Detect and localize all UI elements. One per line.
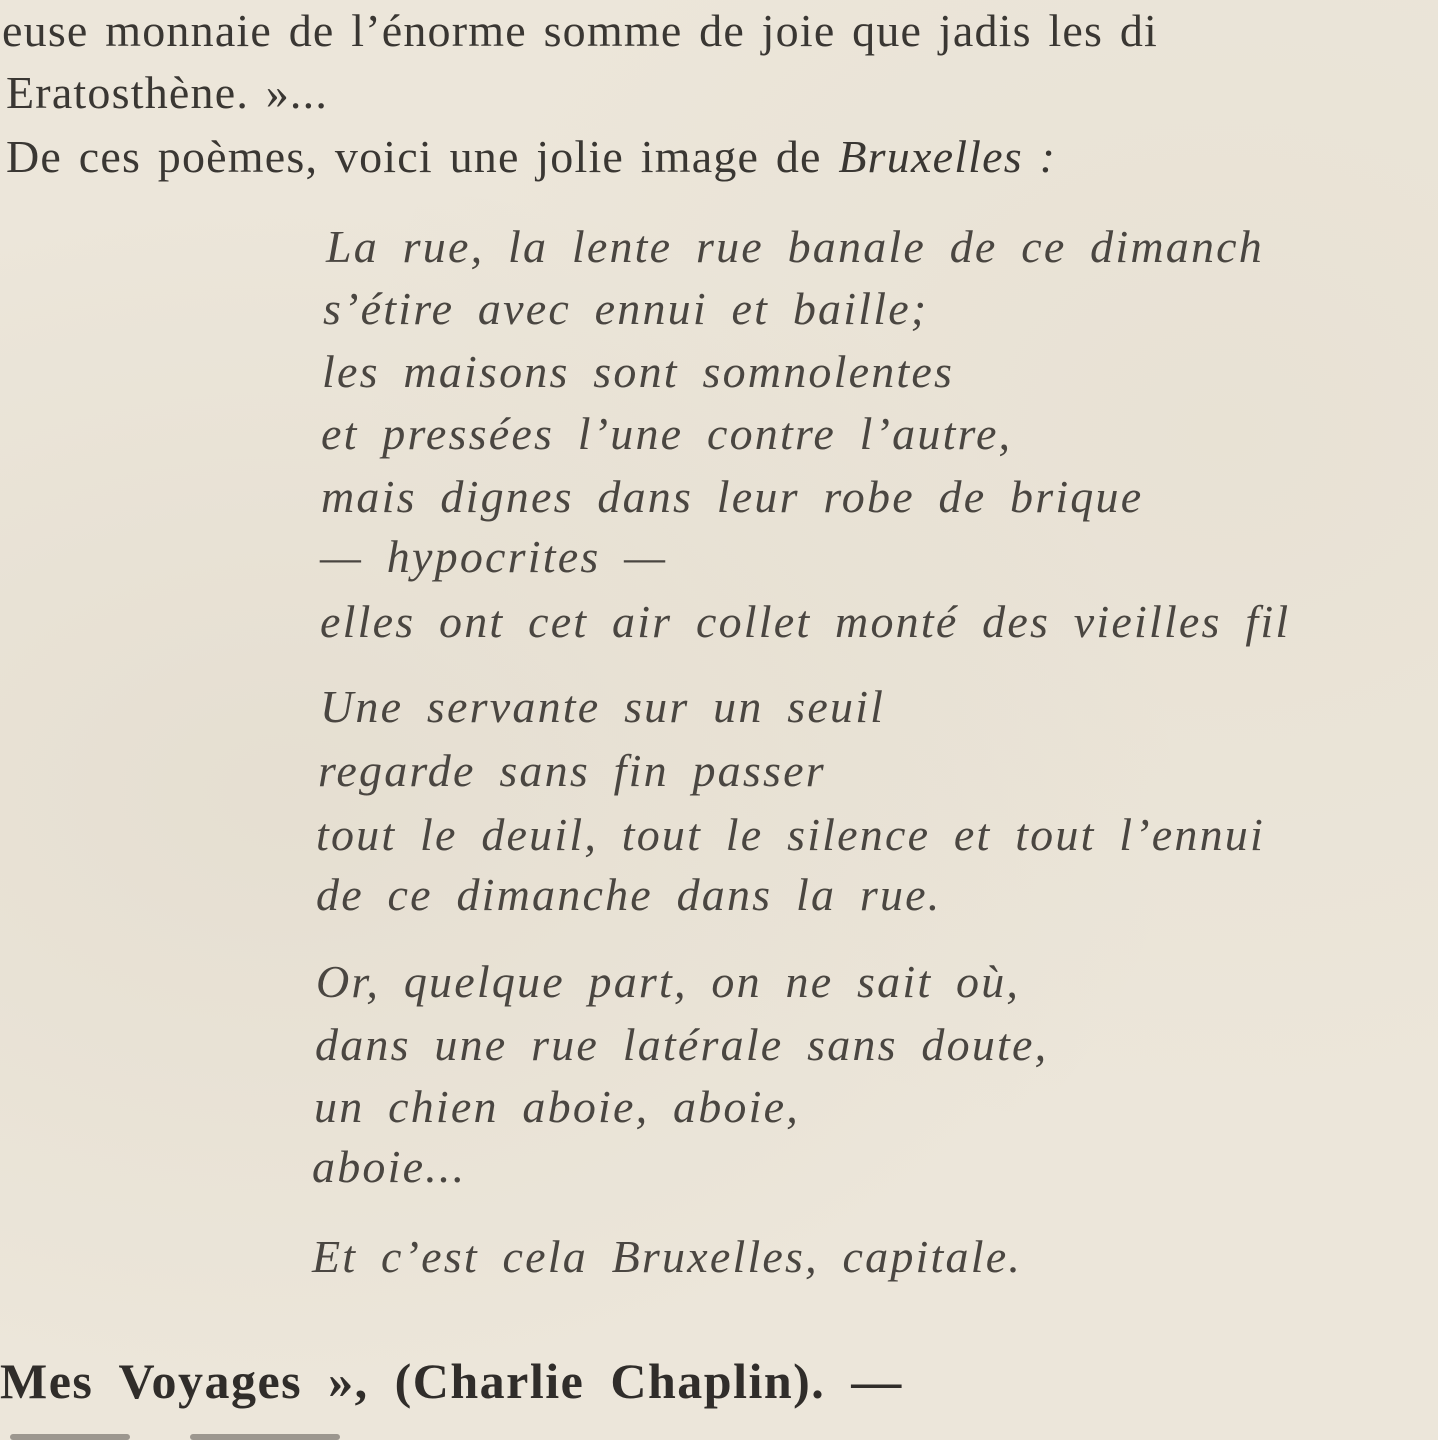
section-heading: Mes Voyages », (Charlie Chaplin). — [0, 1353, 903, 1409]
poem-line: mais dignes dans leur robe de brique [321, 471, 1144, 522]
poem-line: — hypocrites — [320, 531, 668, 582]
poem-line: les maisons sont somnolentes [322, 346, 955, 397]
intro-city: Bruxelles [838, 131, 1023, 182]
poem-line: Une servante sur un seuil [320, 681, 886, 732]
poem-line: tout le deuil, tout le silence et tout l’ennui [316, 809, 1265, 860]
poem-line: de ce dimanche dans la rue. [316, 869, 942, 920]
prose-line-1: euse monnaie de l’énorme somme de joie que jadis les di [2, 5, 1159, 56]
prose-line-2: Eratosthène. »... [6, 67, 329, 118]
poem-line: Et c’est cela Bruxelles, capitale. [312, 1231, 1023, 1282]
intro-colon: : [1022, 131, 1057, 182]
intro-line [6, 130, 1056, 183]
poem-line: elles ont cet air collet monté des vieilles fil [320, 596, 1291, 647]
cropped-text-line-bottom [0, 1428, 1438, 1440]
poem-line: un chien aboie, aboie, [314, 1081, 800, 1132]
poem-line: Or, quelque part, on ne sait où, [316, 956, 1021, 1007]
poem-line: dans une rue latérale sans doute, [315, 1019, 1049, 1070]
poem-line: aboie... [312, 1141, 467, 1192]
poem-line: regarde sans fin passer [318, 745, 826, 796]
intro-text: De ces poèmes, voici une jolie image de [6, 131, 839, 182]
poem-line: s’étire avec ennui et baille; [323, 283, 929, 334]
poem-line: et pressées l’une contre l’autre, [321, 408, 1013, 459]
poem-line: La rue, la lente rue banale de ce dimanch [326, 221, 1264, 272]
cropped-text-line-top [0, 0, 1438, 2]
